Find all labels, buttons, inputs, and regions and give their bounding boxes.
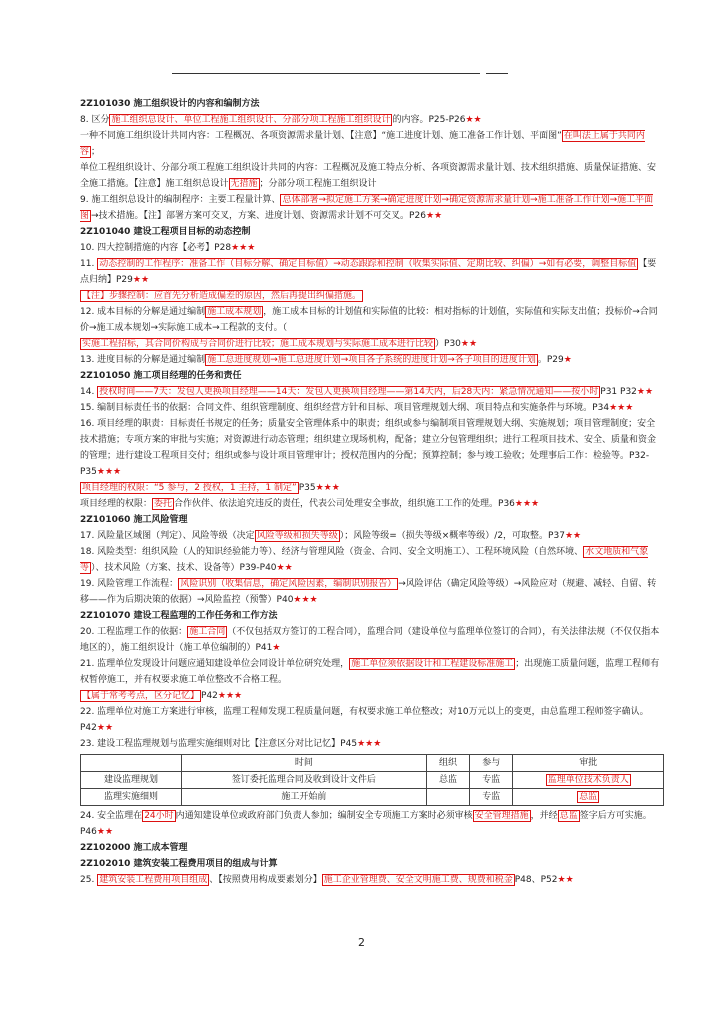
table-cell: 总监 bbox=[426, 772, 469, 789]
importance-stars: ★★ bbox=[96, 723, 114, 733]
importance-stars: ★★ bbox=[465, 115, 482, 125]
line-text: P48、P52 bbox=[514, 875, 558, 885]
body-line bbox=[80, 256, 664, 288]
line-text: ，施工成本目标的计划值和实际值的比较：相对指标的计划值，实际值和实际支出值；投标价→合同价→施工成本规划→实际施工成本→工程款的支付。（ bbox=[80, 307, 658, 333]
line-text: ）P30 bbox=[435, 339, 461, 349]
line-text: 18. 风险类型：组织风险（人的知识经验能力等）、经济与管理风险（资金、合同、安全文明施工）、工程环境风险（自然环境、 bbox=[80, 547, 584, 557]
line-text: 。P29 bbox=[537, 355, 564, 365]
table-header-row bbox=[81, 755, 664, 772]
comparison-table bbox=[80, 754, 664, 806]
table-row bbox=[81, 789, 664, 806]
body-line bbox=[80, 656, 664, 688]
highlight-box: 无措施 bbox=[230, 179, 258, 189]
line-text: 内通知建设单位或政府部门负责人参加；编制安全专项施工方案时必须审核 bbox=[175, 811, 473, 821]
line-text: 合作伙伴、依法追究违反的责任，代表公司处理安全事故，组织施工工作的处理。P36 bbox=[174, 499, 515, 509]
table-header-cell: 时间 bbox=[181, 755, 426, 772]
highlight-box: 【属于常考考点，区分记忆】 bbox=[82, 691, 200, 701]
importance-stars: ★★ bbox=[564, 531, 582, 541]
table-cell bbox=[513, 789, 664, 806]
body-line bbox=[80, 688, 664, 704]
body-line bbox=[80, 496, 664, 512]
line-text: 签字后方可实施。P46 bbox=[80, 811, 652, 837]
highlight-box: 施工组织总设计、单位工程施工组织设计、分部分项工程施工组织设计 bbox=[111, 115, 391, 125]
line-text: 8. 区分 bbox=[80, 115, 110, 125]
highlight-box: 总体部署→拟定施工方案→确定进度计划→确定资源需求量计划→施工准备工作计划→施工平面图 bbox=[80, 195, 654, 221]
body-line bbox=[80, 304, 664, 336]
importance-stars: ★★ bbox=[96, 827, 114, 837]
line-text: P31 P32 bbox=[600, 387, 637, 397]
body-line bbox=[80, 288, 664, 304]
section-heading: 2Z101070 建设工程监理的工作任务和工作方法 bbox=[80, 611, 278, 621]
body-line bbox=[80, 480, 664, 496]
table-row bbox=[81, 772, 664, 789]
section-heading: 2Z102010 建筑安装工程费用项目的组成与计算 bbox=[80, 859, 278, 869]
table-header-cell: 参与 bbox=[470, 755, 513, 772]
line-text: ）、技术风险（方案、技术、设备等）P39-P40 bbox=[91, 563, 277, 573]
section-heading: 2Z101040 建设工程项目目标的动态控制 bbox=[80, 227, 251, 237]
line-text: 、【按照费用构成要素划分】 bbox=[209, 875, 322, 885]
body-line bbox=[80, 736, 664, 752]
importance-stars: ★★★ bbox=[96, 467, 122, 477]
body-line bbox=[80, 336, 664, 352]
importance-stars: ★★ bbox=[636, 387, 654, 397]
body-line bbox=[80, 872, 664, 888]
highlight-box: 24小时 bbox=[144, 811, 174, 821]
section-heading: 2Z101030 施工组织设计的内容和编制方法 bbox=[80, 99, 260, 109]
line-text: 9. 施工组织总设计的编制程序：主要工程量计算、 bbox=[80, 195, 281, 205]
line-text: ；分部分项工程施工组织设计 bbox=[259, 179, 377, 189]
body-line bbox=[80, 192, 664, 224]
line-text: 17. 风险量区域图（判定）、风险等级（决定 bbox=[80, 531, 255, 541]
line-text: ）；风险等级=（损失等级×概率等级）/2，可取整。P37 bbox=[339, 531, 565, 541]
highlight-box: 施工单位须依据设计和工程建设标准施工 bbox=[351, 659, 514, 669]
highlight-box: 建筑安装工程费用项目组成 bbox=[99, 875, 208, 885]
line-text: 21. 监理单位发现设计问题应通知建设单位会同设计单位研究处理， bbox=[80, 659, 350, 669]
highlight-box: 水文地质和气象等 bbox=[80, 547, 649, 573]
table-header-cell bbox=[81, 755, 182, 772]
highlight-box: 施工成本规划 bbox=[207, 307, 262, 317]
table-cell bbox=[426, 789, 469, 806]
body-line bbox=[80, 576, 664, 608]
importance-stars: ★★★ bbox=[315, 483, 340, 493]
line-text: 一种不同施工组织设计共同内容：工程概况、各项资源需求量计划、【注意】“施工进度计划、施工准备工作计划、平面图” bbox=[80, 131, 562, 141]
line-text: →风险评估（确定风险等级）→风险应对（规避、减轻、自留、转移——作为后期决策的依据）→风险监控（预警）P40 bbox=[80, 579, 657, 605]
line-text: 14. bbox=[80, 387, 98, 397]
line-text: P42 bbox=[201, 691, 218, 701]
line-text: 22. 监理单位对施工方案进行审核，监理工程师发现工程质量问题，有权要求施工单位整改；对10万元以上的变更，由总监理工程师签字确认。P42 bbox=[80, 707, 649, 733]
line-text: 13. 进度目标的分解是通过编制 bbox=[80, 355, 206, 365]
line-text: 11. bbox=[80, 259, 98, 269]
highlight-box: 安全管理措施 bbox=[474, 811, 529, 821]
body-line bbox=[80, 528, 664, 544]
line-text: 16. 项目经理的职责：目标责任书规定的任务；质量安全管理体系中的职责；组织或参与编制项目管理规划大纲、实施规划；项目管理制度；安全技术措施；专项方案的审批与实施；对资源进行动态管理；组织建立现场机构，配备；建立分包管理组织；进行工程项目技术、安全、质量和资金的管理；进行建设工程项目交付；组织或参与设计项目管理审计；授权范围内的分配；预算控制；参与竣工验收；处理事后工作：检验等。P32-P35 bbox=[80, 419, 657, 477]
highlight-box: 总监 bbox=[559, 811, 578, 821]
body-line bbox=[80, 352, 664, 368]
importance-stars: ★★ bbox=[557, 875, 574, 885]
highlight-box: 风险识别（收集信息，确定风险因素，编制识别报告） bbox=[180, 579, 397, 589]
line-text: 【要点归纳】P29 bbox=[80, 259, 657, 285]
importance-stars: ★★★ bbox=[609, 403, 634, 413]
line-text: 单位工程组织设计、分部分项工程施工组织设计共同的内容：工程概况及施工特点分析、各项资源需求量计划、技术组织措施、质量保证措施、安全施工措施。【注意】施工组织总设计 bbox=[80, 163, 657, 189]
line-text: 15. 编制目标责任书的依据：合同文件、组织管理制度、组织经营方针和目标、项目管理规划大纲、项目特点和实施条件与环境。P34 bbox=[80, 403, 610, 413]
body-line bbox=[80, 624, 664, 656]
line-text: ，并经 bbox=[530, 811, 558, 821]
importance-stars: ★★★ bbox=[217, 691, 243, 701]
importance-stars: ★★ bbox=[276, 563, 293, 573]
importance-stars: ★ bbox=[272, 643, 281, 653]
table-cell: 施工开始前 bbox=[181, 789, 426, 806]
line-text: （不仅包括双方签订的工程合同），监理合同（建设单位与监理单位签订的合同），有关法律法规（不仅仅指本地区的），施工组织设计（施工单位编制的）P41 bbox=[80, 627, 660, 653]
highlight-box: 风险等级和损失等级 bbox=[256, 531, 338, 541]
table-cell: 签订委托监理合同及收到设计文件后 bbox=[181, 772, 426, 789]
importance-stars: ★ bbox=[563, 355, 572, 365]
line-text: 25. bbox=[80, 875, 98, 885]
importance-stars: ★★★ bbox=[293, 595, 318, 605]
header-rule-short bbox=[486, 73, 508, 74]
line-text: P35 bbox=[298, 483, 316, 493]
highlight-box: 监理单位技术负责人 bbox=[547, 775, 629, 785]
highlight-box: 施工企业管理费、安全文明施工费、规费和税金 bbox=[323, 875, 513, 885]
table-cell: 专监 bbox=[470, 789, 513, 806]
body-line bbox=[80, 416, 664, 480]
highlight-box: 动态控制的工作程序：准备工作（目标分解、确定目标值）→动态跟踪和控制（收集实际值、定期比较、纠偏）→如有必要，调整目标值 bbox=[99, 259, 637, 269]
highlight-box: 授权时间——7天：发包人更换项目经理——14天：发包人更换项目经理——第14天内，后28天内：紧急情况通知——按小时 bbox=[99, 387, 599, 397]
importance-stars: ★★ bbox=[132, 275, 150, 285]
body-line bbox=[80, 160, 664, 192]
table-cell: 专监 bbox=[470, 772, 513, 789]
document-body bbox=[80, 96, 664, 888]
body-line bbox=[80, 240, 664, 256]
highlight-box: 实施工程招标，其合同价构成与合同价进行比较；施工成本规划与实际施工成本进行比较 bbox=[82, 339, 434, 349]
importance-stars: ★★★ bbox=[514, 499, 540, 509]
body-line bbox=[80, 384, 664, 400]
highlight-box: 委托 bbox=[154, 499, 173, 509]
body-line bbox=[80, 544, 664, 576]
line-text: 的内容。P25-P26 bbox=[392, 115, 466, 125]
body-line bbox=[80, 704, 664, 736]
line-text: 23. 建设工程监理规划与监理实施细则对比【注意区分对比记忆】P45 bbox=[80, 739, 358, 749]
section-heading: 2Z101060 施工风险管理 bbox=[80, 515, 188, 525]
line-text: ；出现施工质量问题，监理工程师有权暂停施工，并有权要求施工单位整改不合格工程。 bbox=[80, 659, 660, 685]
section-heading: 2Z102000 施工成本管理 bbox=[80, 843, 188, 853]
importance-stars: ★★ bbox=[425, 211, 443, 221]
line-text: →技术措施。【注】部署方案可交叉，方案、进度计划、资源需求计划不可交叉。P26 bbox=[91, 211, 426, 221]
highlight-box: 项目经理的权限：“5 参与，2 授权，1 主持，1 制定” bbox=[82, 483, 297, 493]
highlight-box: 总监 bbox=[579, 792, 598, 802]
line-text: 12. 成本目标的分解是通过编制 bbox=[80, 307, 206, 317]
line-text: 20. 工程监理工作的依据： bbox=[80, 627, 188, 637]
body-line bbox=[80, 128, 664, 160]
table-cell bbox=[513, 772, 664, 789]
body-line bbox=[80, 400, 664, 416]
importance-stars: ★★★ bbox=[357, 739, 382, 749]
line-text: ； bbox=[91, 147, 101, 157]
body-line bbox=[80, 112, 664, 128]
table-cell: 监理实施细则 bbox=[81, 789, 182, 806]
highlight-box: 【注】步骤控制：应首先分析造成偏差的原因，然后再提出纠偏措施。 bbox=[82, 291, 362, 301]
table-header-cell: 组织 bbox=[426, 755, 469, 772]
importance-stars: ★★ bbox=[460, 339, 478, 349]
line-text: 项目经理的权限： bbox=[80, 499, 153, 509]
section-heading: 2Z101050 施工项目经理的任务和责任 bbox=[80, 371, 242, 381]
highlight-box: 施工总进度规划→施工总进度计划→项目各子系统的进度计划→各子项目的进度计划 bbox=[207, 355, 536, 365]
table-header-cell: 审批 bbox=[513, 755, 664, 772]
highlight-box: 施工合同 bbox=[189, 627, 226, 637]
line-text: 19. 风险管理工作流程： bbox=[80, 579, 179, 589]
body-line bbox=[80, 808, 664, 840]
importance-stars: ★★★ bbox=[231, 243, 256, 253]
line-text: 24. 安全监理在 bbox=[80, 811, 143, 821]
page-number: 2 bbox=[358, 936, 365, 949]
line-text: 10. 四大控制措施的内容【必考】P28 bbox=[80, 243, 232, 253]
header-rule bbox=[172, 73, 480, 74]
table-cell: 建设监理规划 bbox=[81, 772, 182, 789]
highlight-box: 在叫法上属于共同内容 bbox=[80, 131, 645, 157]
